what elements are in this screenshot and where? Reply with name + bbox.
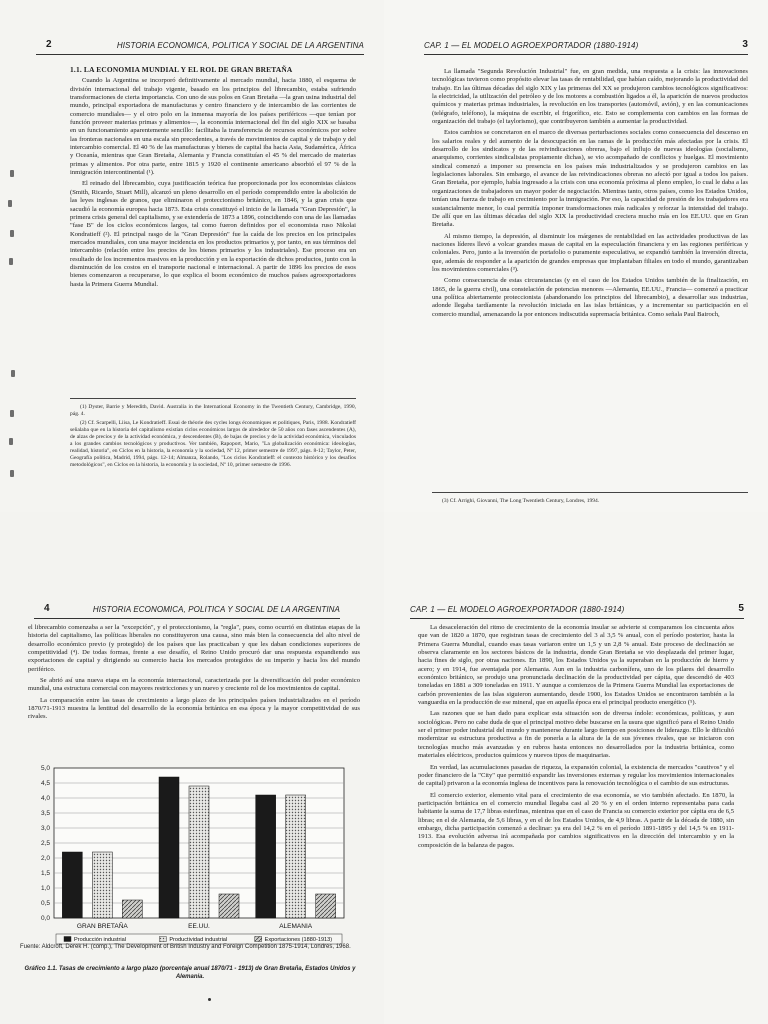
footnote: (3) Cf. Arrighi, Giovanni, The Long Twentieth Century, Londres, 1994. (442, 498, 600, 504)
paragraph: La llamada "Segunda Revolución Industrial" fue, en gran medida, una respuesta a la crisis: las innovaciones tecnológicas tuvieron como propósito elevar las tasas de rentabilidad, que habían caído, mejorando la productividad del trabajo. En las últimas décadas del siglo XIX y las primeras del XX se produjeron cambios tecnológicos significativos: la electricidad, la utilización del petróleo y de los motores a combustión ligados a él, la aparición de nuevos productos químicos y materias primas industriales, la revolución en los transportes (automóvil, avión), y en las comunicaciones (telégrafo, teléfono), la máquina de escribir, el frigorífico, etc. Esto se complementa con cambios en las formas de organización del trabajo (el taylorismo), que contribuyeron también a aumentar la productividad. (432, 68, 748, 126)
page-number: 2 (46, 39, 52, 50)
page-body (28, 624, 360, 725)
y-tick-label: 5,0 (40, 765, 50, 772)
footnote: (2) Cf. Scarpelli, Liisa, Le Kondratieff. Essai de théorie des cycles longs économiques et politiques, Paris, 1988. Kondratieff señalaba que en la historia del capitalismo existían ciclos económicos largos de alrededor de 50 años con fases ascendentes (A), de alzas de precios y de la actividad económica, y descendentes (B), de bajas de precios y de la actividad económica, vinculados a los grandes cambios tecnológicos y productivos. Ver también, Rapoport, Mario, "La globalización económica: ideologías, realidad, historia", en Ciclos en la historia, la economía y la sociedad, Nº 12, primer semestre de 1997, págs. 8-12; Taylor, Peter, Geografía política, Madrid, 1994, págs. 12-14; Almanza, Rolando, "Los ciclos Kondratieff: el contexto histórico y los desafíos metodológicos", en Ciclos en la historia, la economía y la sociedad, Nº 10, primer semestre de 1996. (70, 420, 356, 468)
figure-source: Fuente: Aldcroft, Derek H. (comp.), The Development of British Industry and Foreign Competition 1875-1914, Londres, 1968. (20, 944, 351, 950)
footnote-rule (432, 492, 748, 493)
paragraph: El reinado del librecambio, cuya justificación teórica fue proporcionada por los economistas clásicos (Smith, Ricardo, Stuart Mill), alcanzó un pleno desarrollo en el período comprendido entre la abolición de las leyes inglesas de granos, que eliminaron el proteccionismo británico, en 1846, y la gran crisis que sacudió la economía europea hacia 1873. Esta crisis constituyó el inicio de la llamada "Gran Depresión", la primera crisis general del capitalismo, y se extendería de 1873 a 1896, coincidiendo con una de las llamadas "fase B" de los ciclos económicos largos, tal como fueron definidos por el economista ruso Nikolai Kondratieff (²). El principal rasgo de la "Gran Depresión" fue la caída de los precios en los principales mercados mundiales, con una mayor incidencia en los productos primarios y, por tanto, en sus términos del intercambio (relación entre los precios de los bienes primarios y los industriales). Ese proceso era un resultado de los incrementos masivos en la producción y en la exportación de dichos productos, junto con la disminución de los costos en el transporte nacional e internacional. A partir de 1896 los precios de esos bienes comenzaron a recuperarse, lo que explica el boom económico de muchos países agroexportadores hasta la Primera Guerra Mundial. (70, 180, 356, 288)
y-tick-label: 4,5 (40, 780, 50, 787)
bar (286, 795, 306, 918)
x-tick-label: ALEMANIA (279, 923, 313, 930)
y-tick-label: 3,0 (40, 825, 50, 832)
page-3 (384, 0, 768, 512)
running-header (410, 604, 744, 619)
bar (92, 852, 112, 918)
section-title: 1.1. LA ECONOMIA MUNDIAL Y EL ROL DE GRAN BRETAÑA (70, 65, 293, 74)
x-tick-label: EE.UU. (188, 923, 210, 930)
bar (316, 894, 336, 918)
paragraph: Como consecuencia de estas circunstancias (y en el caso de los Estados Unidos también de la finalización, en 1865, de la guerra civil), una constelación de potencias menores —Alemania, EE.UU., Francia— comenzó a practicar una política abiertamente proteccionista (abandonando los principios del librecambio), a desarrollar sus industrias, adonde llegaba tardíamente la revolución iniciada en las islas británicas, y a incrementar su participación en el comercio mundial, amenazando la por entonces indiscutida supremacía británica. Como señala Paul Bairoch, (432, 277, 748, 318)
bar (62, 852, 82, 918)
figure-caption: Gráfico 1.1. Tasas de crecimiento a largo plazo (porcentaje anual 1870/71 - 1913) de Gran Bretaña, Estados Unidos y Alemania. (24, 966, 356, 980)
footnote-rule (70, 398, 356, 399)
y-tick-label: 2,0 (40, 855, 50, 862)
paragraph: La desaceleración del ritmo de crecimiento de la economía insular se advierte si comparamos los cincuenta años que van de 1820 a 1870, que registran tasas de crecimiento del 3 al 3,5 % anual, con el período posterior, hasta la Primera Guerra Mundial, cuando esas tasas variaron entre un 1,5 y un 2,8 % anual. Este proceso de declinación se observa claramente en los sectores básicos de la industria, donde Gran Bretaña se vio desplazada del primer lugar, hacia fines de siglo, por otras naciones. En 1890, los Estados Unidos ya la superaban en la producción de hierro y acero; y en 1914, fue aventajada por Alemania. Aun en la industria carbonífera, uno de los pilares del desarrollo económico británico, se produjo una pronunciada declinación de la productividad per cápita, que descendió de 403 toneladas en 1881 a 309 toneladas en 1911. Y aunque a comienzos de la Primera Guerra Mundial las exportaciones de carbón provenientes de las islas siguieron aumentando, desde 1900, los Estados Unidos se encontraron también a la vanguardia en la producción de ese mineral, que en aquella época era el principal producto energético (⁵). (418, 624, 734, 707)
legend-label: Productividad industrial (169, 937, 228, 943)
footnotes (432, 498, 748, 507)
page-body (418, 624, 734, 853)
paragraph: Cuando la Argentina se incorporó definitivamente al mercado mundial, hacia 1880, el esquema de división internacional del trabajo vigente, basado en los principios del librecambio, estaba sufriendo transformaciones de cierta importancia. Con uno de sus polos en Gran Bretaña —la gran usina industrial del mundo, principal exportadora de manufacturas y centro financiero y de intercambio de las corrientes de comercio mundiales— y el otro polo en la inmensa mayoría de los países periféricos —que tenían por función proveer materias primas y alimentos—, la economía internacional del fin del siglo XIX se basaba en un funcionamiento aparentemente sencillo: facilitaba la transferencia de recursos económicos por sobre las fronteras nacionales en una escala sin precedentes, a través de movimientos de capital y de trabajo y del intercambio comercial. El 40 % de las manufacturas y bienes de capital iba hacia Asia, Sudamérica, África y Oceanía, mientras que Gran Bretaña, Alemania y Francia constituían el 45 % del mercado de materias primas y alimentos. Por otra parte, entre 1815 y 1920 el continente americano absorbió el 97 % de la inmigración intercontinental (¹). (70, 77, 356, 177)
page-number: 4 (44, 603, 50, 614)
running-title: HISTORIA ECONOMICA, POLITICA Y SOCIAL DE LA ARGENTINA (116, 41, 364, 50)
paragraph: Se abrió así una nueva etapa en la economía internacional, caracterizada por la diversificación del poder económico mundial, una estructura comercial con mayores restricciones y un nuevo y creciente rol de los movimientos de capital. (28, 677, 360, 693)
footnote: (1) Dyster, Barrie y Meredith, David. Australia in the International Economy in the Twentieth Century, Cambridge, 1990, pág. 4. (70, 404, 356, 417)
page-number: 3 (742, 39, 748, 50)
legend-swatch (64, 937, 71, 942)
bar (122, 900, 142, 918)
y-tick-label: 3,5 (40, 810, 50, 817)
running-title: HISTORIA ECONOMICA, POLITICA Y SOCIAL DE LA ARGENTINA (92, 605, 340, 614)
paragraph: Estos cambios se concretaron en el marco de diversas perturbaciones sociales como consecuencia del descenso en los salarios reales y del aumento de la desocupación en las ramas de la producción más afectadas por la crisis. El desarrollo de los sindicatos y de las reivindicaciones obreras, bajo el influjo de nuevas ideologías (socialismo, anarquismo, corrientes sindicalistas propiamente dichas), se vio acompañado de conflictos y huelgas. El movimiento sindical comenzó a imponer su presencia en los países más industrializados y se produjeron cambios en las legislaciones laborales. Sin embargo, el avance de las reivindicaciones obreras no afectó por igual a todos los países. Gran Bretaña, por ejemplo, había ingresado a la crisis con una economía próxima al pleno empleo, lo cual le daba a las organizaciones de trabajadores un mayor poder de negociación. Mientras tanto, otros países, como los Estados Unidos, tenían una fuerza de trabajo en crecimiento por la inmigración. Por eso, la capacidad de presión de los trabajadores era sustancialmente menor, lo cual permitía imponer transformaciones más radicales y reforzar la intensidad del trabajo. De allí que en las últimas décadas del siglo XIX la productividad creciera mucho más en los EE.UU. que en Gran Bretaña. (432, 129, 748, 229)
paragraph: el librecambio comenzaba a ser la "excepción", y el proteccionismo, la "regla", pues, como ocurrió en distintas etapas de la historia del capitalismo, las políticas liberales no constituyeron una causa, sino más bien la consecuencia del alto nivel de desarrollo económico previo (y protegido) de los países que las practicaban y que les daban condiciones superiores de competitividad (⁴). De todas formas, frente a ese desafío, el Reino Unido procuró dar una respuesta expandiendo sus exportaciones de capital y dirigiendo su comercio hacia los mercados protegidos de su imperio y hacia los del mundo periférico. (28, 624, 360, 673)
page-5 (384, 512, 768, 1024)
y-tick-label: 1,0 (40, 885, 50, 892)
legend-swatch (255, 937, 262, 942)
running-title: CAP. 1 — EL MODELO AGROEXPORTADOR (1880-1914) (424, 41, 639, 50)
running-title: CAP. 1 — EL MODELO AGROEXPORTADOR (1880-1914) (410, 605, 625, 614)
y-tick-label: 0,0 (40, 915, 50, 922)
page-body (70, 66, 356, 292)
y-tick-label: 2,5 (40, 840, 50, 847)
bar-chart-svg (24, 760, 354, 950)
page-number: 5 (738, 603, 744, 614)
scan-margin-marks (0, 170, 20, 510)
legend-label: Exportaciones (1880-1913) (264, 937, 333, 943)
legend-swatch (159, 937, 166, 942)
bar (219, 894, 239, 918)
y-tick-label: 1,5 (40, 870, 50, 877)
running-header (36, 40, 364, 55)
page-bullet (208, 998, 211, 1001)
bar (189, 786, 209, 918)
paragraph: El comercio exterior, elemento vital para el crecimiento de esa economía, se vio también afectado. En 1870, la participación británica en el comercio mundial llegaba casi al 20 % y en el orden interno representaba para cada habitante la suma de 17,7 libras esterlinas, mientras que en el caso de Francia su comercio exterior por cápita era de 6,5 libras; en el de Alemania, de 5,6 libras, y en el de los Estados Unidos, de 4,9 libras. A partir de la década de 1880, sin embargo, dicha participación comenzó a declinar: ya era del 14,2 % en el período 1891-1895 y del 14,5 % en 1911-1913. Esa evolución adversa irá acompañada por cambios significativos en la dirección del intercambio y en la composición de la balanza de pagos. (418, 791, 734, 849)
bar (159, 777, 179, 918)
running-header (34, 604, 340, 619)
bar (256, 795, 276, 918)
y-tick-label: 4,0 (40, 795, 50, 802)
paragraph: Al mismo tiempo, la depresión, al disminuir los márgenes de rentabilidad en las actividades productivas de las naciones líderes llevó a volcar grandes masas de capital en la especulación financiera y en las regiones periféricas y coloniales. Pero, junto a la inversión de portafolio o puramente especulativa, se expandió también la inversión directa, que, además de responder a la aparición de grandes empresas que implantaban filiales en todo el mundo, garantizaban los movimientos comerciales (³). (432, 232, 748, 273)
page-body (432, 68, 748, 322)
paragraph: La comparación entre las tasas de crecimiento a largo plazo de los principales países industrializados en el período 1870/71-1913 muestra la lentitud del desarrollo de la economía británica en esa época y la mayor competitividad de sus rivales. (28, 696, 360, 721)
page-2 (0, 0, 384, 512)
y-tick-label: 0,5 (40, 900, 50, 907)
x-tick-label: GRAN BRETAÑA (76, 923, 128, 930)
running-header (424, 40, 748, 55)
legend-label: Producción industrial (74, 937, 126, 943)
paragraph: Las razones que se han dado para explicar esta situación son de diversa índole: económicas, políticas, y aun sociológicas. Pero no cabe duda de que el principal motivo debe buscarse en la usura que significó para el Reino Unido ser el primer poder industrial del mundo y mantenerse durante largo tiempo en posiciones de liderazgo. Ello le dificultó modernizar su estructura productiva a fin de ponerla a la altura de la de sus jóvenes rivales, que se iniciaron con tecnologías mucho más avanzadas y en rubros hasta entonces no desarrollados por la industria británica, como materiales eléctricos, productos químicos y nuevos tipos de maquinarias. (418, 710, 734, 760)
footnotes (70, 404, 356, 471)
paragraph: En verdad, las acumulaciones pasadas de riqueza, la expansión colonial, la existencia de mercados "cautivos" y el poder financiero de la "City" que permitió expandir las inversiones externas y regular los movimientos internacionales de capital) privaron a la economía inglesa de incentivos para la renovación tecnológica o el cambio de sus estructuras. (418, 763, 734, 788)
growth-rate-chart (24, 760, 354, 950)
